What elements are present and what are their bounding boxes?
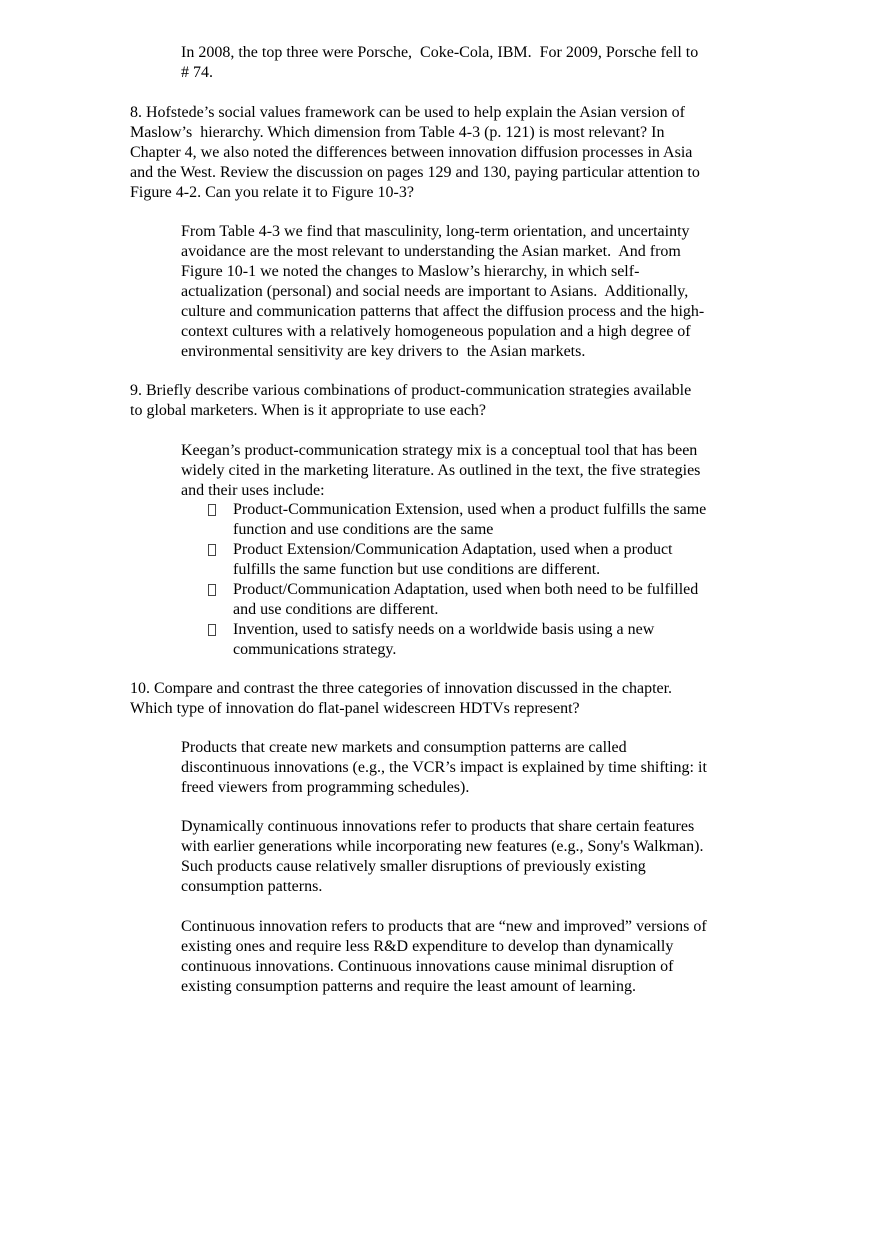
bullet-icon (208, 504, 216, 516)
list-item (208, 580, 768, 620)
text-line: Maslow’s hierarchy. Which dimension from Table 4-3 (p. 121) is most relevant? In (130, 124, 665, 141)
answer-10-paragraph (181, 917, 761, 997)
text-line: with earlier generations while incorporating new features (e.g., Sony's Walkman). (181, 838, 704, 855)
text-line: 9. Briefly describe various combinations of product-communication strategies available (130, 382, 692, 399)
text-line: discontinuous innovations (e.g., the VCR’s impact is explained by time shifting: it (181, 759, 707, 776)
bullet-icon (208, 624, 216, 636)
answer-9-intro (181, 441, 761, 501)
text-line: and their uses include: (181, 482, 325, 499)
text-line: Chapter 4, we also noted the differences between innovation diffusion processes in Asia (130, 144, 693, 161)
text-line: 8. Hofstede’s social values framework can be used to help explain the Asian version of (130, 104, 685, 121)
text-line: 10. Compare and contrast the three categories of innovation discussed in the chapter. (130, 680, 673, 697)
bullet-icon (208, 544, 216, 556)
text-line: communications strategy. (233, 641, 397, 658)
bullet-icon (208, 584, 216, 596)
question-10 (130, 679, 762, 719)
text-line: Figure 10-1 we noted the changes to Maslow’s hierarchy, in which self- (181, 263, 640, 280)
question-8 (130, 103, 762, 203)
text-line: existing ones and require less R&D expenditure to develop than dynamically (181, 938, 674, 955)
list-item (208, 540, 768, 580)
text-line: From Table 4-3 we find that masculinity, long-term orientation, and uncertainty (181, 223, 690, 240)
text-line: fulfills the same function but use conditions are different. (233, 561, 601, 578)
text-line: to global marketers. When is it appropriate to use each? (130, 402, 487, 419)
answer-10-paragraph (181, 817, 761, 897)
text-line: Continuous innovation refers to products that are “new and improved” versions of (181, 918, 707, 935)
question-9 (130, 381, 762, 421)
text-line: Product/Communication Adaptation, used when both need to be fulfilled (233, 581, 699, 598)
text-line: Invention, used to satisfy needs on a worldwide basis using a new (233, 621, 655, 638)
text-line: environmental sensitivity are key drivers to the Asian markets. (181, 343, 586, 360)
text-line: Such products cause relatively smaller disruptions of previously existing (181, 858, 646, 875)
list-item (208, 500, 768, 540)
text-line: context cultures with a relatively homogeneous population and a high degree of (181, 323, 691, 340)
text-line: freed viewers from programming schedules). (181, 779, 470, 796)
text-line: actualization (personal) and social needs are important to Asians. Additionally, (181, 283, 689, 300)
answer-10-paragraph (181, 738, 761, 798)
answer-8 (181, 222, 761, 362)
text-line: consumption patterns. (181, 878, 323, 895)
text-line: Product-Communication Extension, used when a product fulfills the same (233, 501, 707, 518)
text-line: # 74. (181, 64, 213, 81)
text-line: In 2008, the top three were Porsche, Coke-Cola, IBM. For 2009, Porsche fell to (181, 44, 699, 61)
text-line: function and use conditions are the same (233, 521, 494, 538)
text-line: Product Extension/Communication Adaptation, used when a product (233, 541, 673, 558)
text-line: and the West. Review the discussion on pages 129 and 130, paying particular attention to (130, 164, 700, 181)
text-line: avoidance are the most relevant to understanding the Asian market. And from (181, 243, 681, 260)
text-line: continuous innovations. Continuous innovations cause minimal disruption of (181, 958, 674, 975)
strategy-list (208, 500, 768, 660)
text-line: Figure 4-2. Can you relate it to Figure 10-3? (130, 184, 414, 201)
text-line: widely cited in the marketing literature. As outlined in the text, the five strategies (181, 462, 701, 479)
text-line: existing consumption patterns and require the least amount of learning. (181, 978, 636, 995)
text-line: and use conditions are different. (233, 601, 439, 618)
text-line: Products that create new markets and consumption patterns are called (181, 739, 627, 756)
list-item (208, 620, 768, 660)
text-line: Keegan’s product-communication strategy mix is a conceptual tool that has been (181, 442, 698, 459)
text-line: Which type of innovation do flat-panel widescreen HDTVs represent? (130, 700, 580, 717)
text-line: Dynamically continuous innovations refer to products that share certain features (181, 818, 695, 835)
text-line: culture and communication patterns that affect the diffusion process and the high- (181, 303, 705, 320)
intro-paragraph (181, 43, 761, 83)
